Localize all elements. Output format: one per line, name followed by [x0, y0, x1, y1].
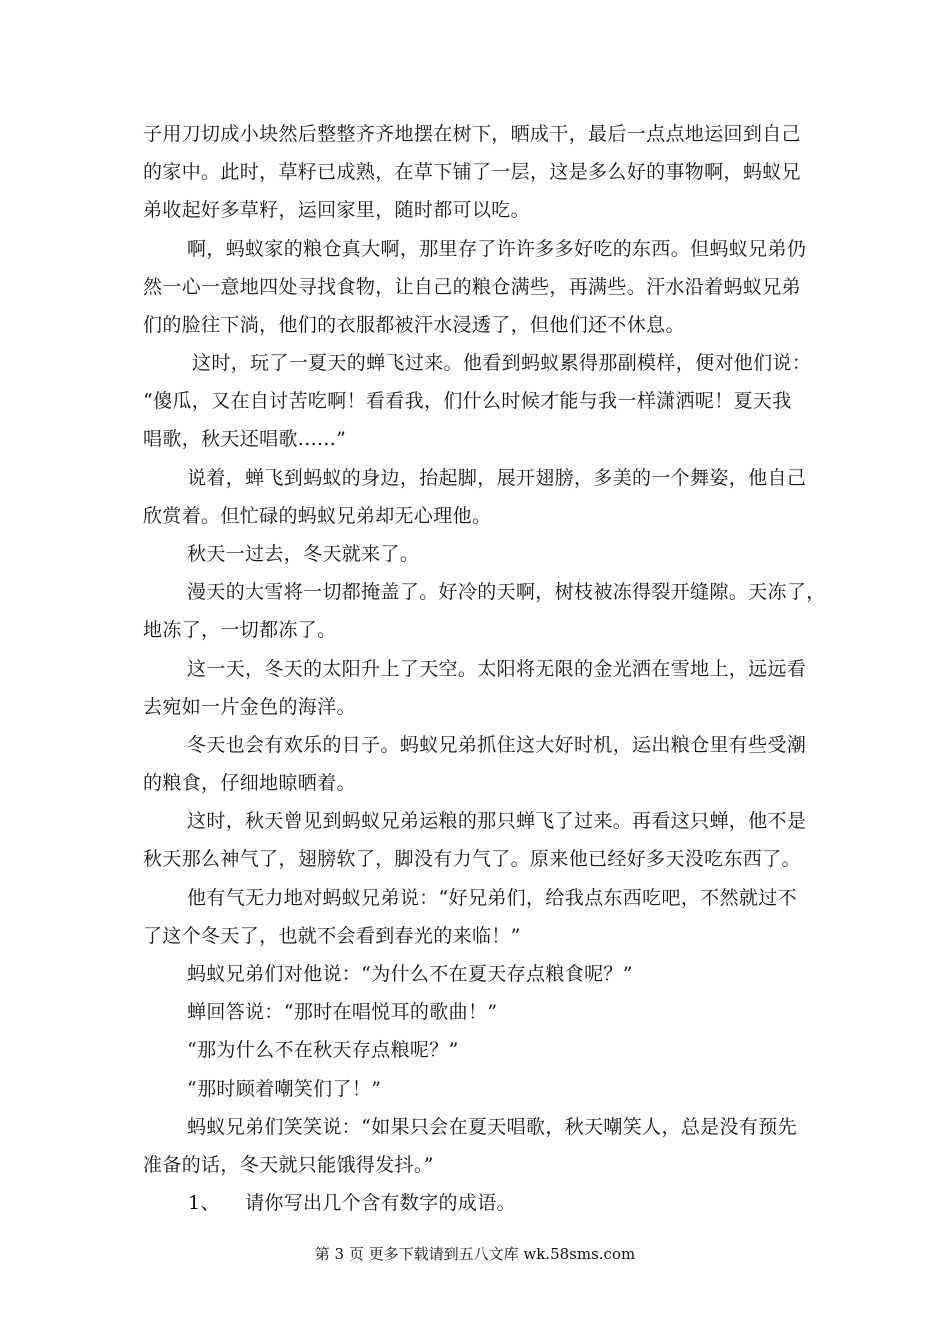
text-line-24: 蝉回答说：“那时在唱悦耳的歌曲！”	[187, 1001, 498, 1023]
text-line-28: 准备的话，冬天就只能饿得发抖。”	[143, 1154, 434, 1176]
text-line-2: 的家中。此时，草籽已成熟，在草下铺了一层，这是多么好的事物啊，蚂蚁兄	[143, 161, 801, 183]
text-line-22: 了这个冬天了，也就不会看到春光的来临！”	[143, 925, 521, 947]
text-line-16: 去宛如一片金色的海洋。	[143, 696, 356, 718]
text-line-5: 然一心一意地四处寻找食物，让自己的粮仓满些，再满些。汗水沿着蚂蚁兄弟	[143, 276, 801, 298]
question-text: 请你写出几个含有数字的成语。	[245, 1192, 516, 1214]
text-line-11: 欣赏着。但忙碌的蚂蚁兄弟却无心理他。	[143, 505, 492, 527]
text-line-4: 啊，蚂蚁家的粮仓真大啊，那里存了许许多多好吃的东西。但蚂蚁兄弟仍	[187, 238, 807, 260]
question-number: 1、	[188, 1192, 220, 1214]
text-line-10: 说着，蝉飞到蚂蚁的身边，抬起脚，展开翅膀，多美的一个舞姿，他自己	[187, 467, 807, 489]
text-line-1: 子用刀切成小块然后整整齐齐地摆在树下，晒成干，最后一点点地运回到自己	[143, 123, 801, 145]
text-line-26: “那时顾着嘲笑们了！”	[187, 1078, 382, 1100]
text-line-17: 冬天也会有欢乐的日子。蚂蚁兄弟抓住这大好时机，运出粮仓里有些受潮	[187, 734, 807, 756]
text-line-3: 弟收起好多草籽，运回家里，随时都可以吃。	[143, 199, 531, 221]
text-line-14: 地冻了，一切都冻了。	[143, 619, 337, 641]
text-line-9: 唱歌，秋天还唱歌......”	[143, 428, 347, 450]
text-line-13: 漫天的大雪将一切都掩盖了。好冷的天啊，树枝被冻得裂开缝隙。天冻了，	[187, 581, 826, 603]
text-line-12: 秋天一过去，冬天就来了。	[187, 543, 420, 565]
text-line-18: 的粮食，仔细地晾晒着。	[143, 772, 356, 794]
text-line-21: 他有气无力地对蚂蚁兄弟说：“好兄弟们，给我点东西吃吧，不然就过不	[187, 887, 797, 909]
text-line-6: 们的脸往下淌，他们的衣服都被汗水浸透了，但他们还不休息。	[143, 314, 685, 336]
text-line-7: 这时，玩了一夏天的蝉飞过来。他看到蚂蚁累得那副模样，便对他们说：	[192, 352, 812, 374]
text-line-25: “那为什么不在秋天存点粮呢？”	[187, 1039, 459, 1061]
text-line-8: “傻瓜，又在自讨苦吃啊！看看我，们什么时候才能与我一样潇洒呢！夏天我	[143, 390, 792, 412]
text-line-20: 秋天那么神气了，翅膀软了，脚没有力气了。原来他已经好多天没吃东西了。	[143, 848, 801, 870]
text-line-27: 蚂蚁兄弟们笑笑说：“如果只会在夏天唱歌，秋天嘲笑人，总是没有预先	[187, 1116, 797, 1138]
text-line-15: 这一天，冬天的太阳升上了天空。太阳将无限的金光洒在雪地上，远远看	[187, 658, 807, 680]
text-line-19: 这时，秋天曾见到蚂蚁兄弟运粮的那只蝉飞了过来。再看这只蝉，他不是	[187, 810, 807, 832]
text-line-23: 蚂蚁兄弟们对他说：“为什么不在夏天存点粮食呢？”	[187, 963, 633, 985]
page-footer: 第 3 页 更多下载请到五八文库 wk.58sms.com	[314, 1245, 636, 1263]
